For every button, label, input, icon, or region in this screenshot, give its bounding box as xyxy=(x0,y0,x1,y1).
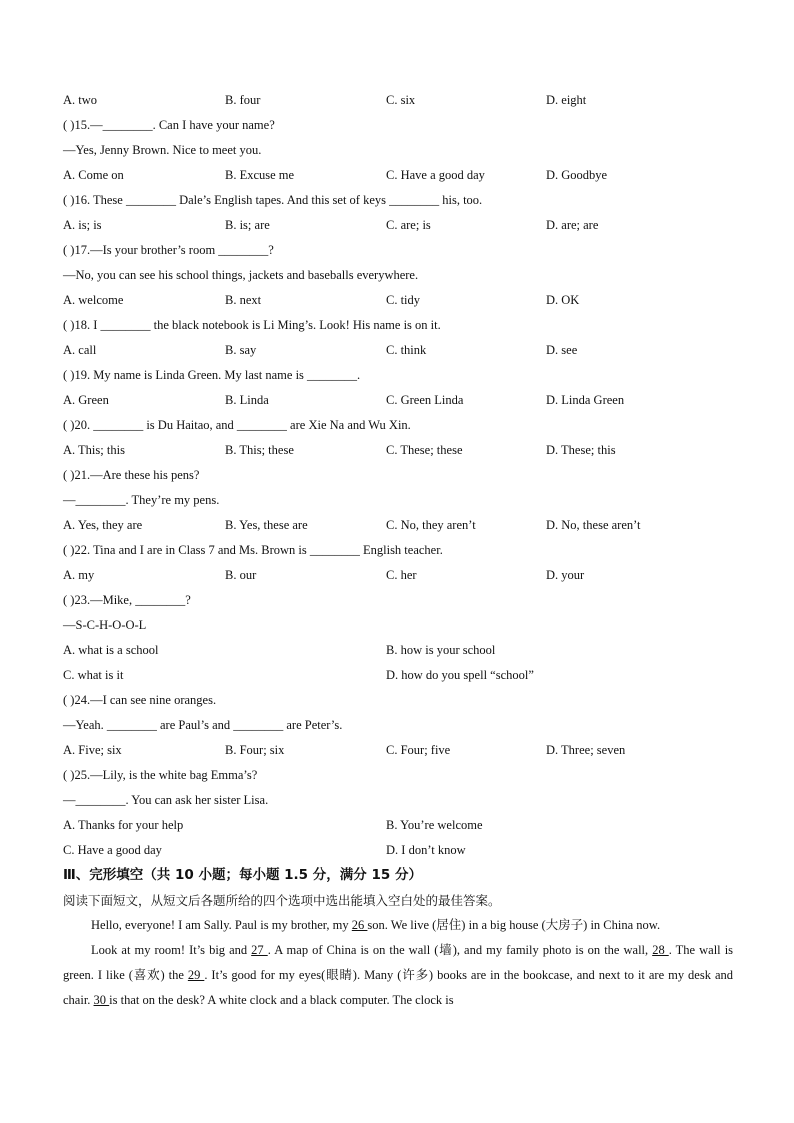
answer-option[interactable]: C. tidy xyxy=(386,293,421,307)
question-dialogue-line: —No, you can see his school things, jackets and baseballs everywhere. xyxy=(63,268,419,282)
question-item xyxy=(63,413,733,463)
question-item xyxy=(63,763,733,863)
question-stem: ( )15.—________. Can I have your name? xyxy=(63,118,275,132)
options-row xyxy=(63,563,733,588)
options-row xyxy=(63,163,733,188)
passage-text: . A map of China is on the wall (墙), and my family photo is on the wall, xyxy=(267,943,653,957)
answer-option[interactable]: B. Four; six xyxy=(225,743,285,757)
answer-option[interactable]: C. what is it xyxy=(63,668,124,682)
answer-option[interactable]: D. No, these aren’t xyxy=(546,518,641,532)
answer-option[interactable]: D. your xyxy=(546,568,585,582)
passage-text: Look at my room! It’s big and xyxy=(91,943,252,957)
options-row xyxy=(63,838,733,863)
options-row xyxy=(63,288,733,313)
answer-option[interactable]: D. eight xyxy=(546,93,587,107)
passage-text: . The wall is green. I like (喜欢) the xyxy=(63,943,734,982)
options-row xyxy=(63,338,733,363)
answer-option[interactable]: D. These; this xyxy=(546,443,616,457)
answer-option[interactable]: C. Green Linda xyxy=(386,393,464,407)
answer-option[interactable]: B. four xyxy=(225,93,261,107)
passage-paragraph-2 xyxy=(63,938,733,1013)
question-stem: ( )25.—Lily, is the white bag Emma’s? xyxy=(63,768,258,782)
answer-option[interactable]: C. These; these xyxy=(386,443,463,457)
options-row xyxy=(63,638,733,663)
options-row xyxy=(63,438,733,463)
passage-paragraph-1 xyxy=(63,913,733,938)
answer-option[interactable]: B. say xyxy=(225,343,257,357)
question-item xyxy=(63,238,733,313)
answer-option[interactable]: B. our xyxy=(225,568,257,582)
question-item xyxy=(63,363,733,413)
answer-option[interactable]: C. No, they aren’t xyxy=(386,518,476,532)
question-stem: ( )18. I ________ the black notebook is Li Ming’s. Look! His name is on it. xyxy=(63,318,441,332)
blank-27: 27 xyxy=(251,943,268,957)
blank-30: 30 xyxy=(93,993,110,1007)
answer-option[interactable]: A. welcome xyxy=(63,293,124,307)
options-row xyxy=(63,213,733,238)
answer-option[interactable]: C. think xyxy=(386,343,427,357)
answer-option[interactable]: A. my xyxy=(63,568,95,582)
answer-option[interactable]: D. are; are xyxy=(546,218,599,232)
question-dialogue-line: —S-C-H-O-O-L xyxy=(63,618,147,632)
answer-option[interactable]: B. You’re welcome xyxy=(386,818,483,832)
options-row xyxy=(63,813,733,838)
answer-option[interactable]: A. Green xyxy=(63,393,109,407)
question-list xyxy=(63,88,733,863)
question-item xyxy=(63,588,733,688)
answer-option[interactable]: B. Excuse me xyxy=(225,168,295,182)
answer-option[interactable]: C. Four; five xyxy=(386,743,451,757)
answer-option[interactable]: D. Three; seven xyxy=(546,743,626,757)
answer-option[interactable]: D. Goodbye xyxy=(546,168,608,182)
question-stem: ( )20. ________ is Du Haitao, and ________ are Xie Na and Wu Xin. xyxy=(63,418,411,432)
answer-option[interactable]: B. how is your school xyxy=(386,643,496,657)
options-row xyxy=(63,513,733,538)
answer-option[interactable]: D. Linda Green xyxy=(546,393,625,407)
question-item xyxy=(63,313,733,363)
passage-text: son. We live (居住) in a big house (大房子) in China now. xyxy=(367,918,661,932)
question-item xyxy=(63,113,733,188)
options-row xyxy=(63,88,733,113)
answer-option[interactable]: D. I don’t know xyxy=(386,843,466,857)
answer-option[interactable]: C. six xyxy=(386,93,416,107)
answer-option[interactable]: C. Have a good day xyxy=(63,843,162,857)
answer-option[interactable]: B. next xyxy=(225,293,262,307)
answer-option[interactable]: B. Linda xyxy=(225,393,269,407)
answer-option[interactable]: C. Have a good day xyxy=(386,168,485,182)
answer-option[interactable]: A. Thanks for your help xyxy=(63,818,184,832)
question-dialogue-line: —________. You can ask her sister Lisa. xyxy=(63,793,269,807)
question-stem: ( )22. Tina and I are in Class 7 and Ms. Brown is ________ English teacher. xyxy=(63,543,443,557)
answer-option[interactable]: D. see xyxy=(546,343,578,357)
section-title: Ⅲ、完形填空（共 10 小题；每小题 1.5 分，满分 15 分） xyxy=(63,867,422,883)
options-row xyxy=(63,663,733,688)
section-instruction: 阅读下面短文，从短文后各题所给的四个选项中选出能填入空白处的最佳答案。 xyxy=(63,893,501,908)
answer-option[interactable]: B. is; are xyxy=(225,218,270,232)
question-stem: ( )17.—Is your brother’s room ________? xyxy=(63,243,274,257)
answer-option[interactable]: A. call xyxy=(63,343,97,357)
question-dialogue-line: —Yeah. ________ are Paul’s and ________ are Peter’s. xyxy=(63,718,343,732)
blank-29: 29 xyxy=(187,968,205,982)
answer-option[interactable]: A. Yes, they are xyxy=(63,518,143,532)
answer-option[interactable]: D. how do you spell “school” xyxy=(386,668,534,682)
question-stem: ( )16. These ________ Dale’s English tapes. And this set of keys ________ his, too. xyxy=(63,193,483,207)
answer-option[interactable]: A. what is a school xyxy=(63,643,159,657)
passage-text: Hello, everyone! I am Sally. Paul is my brother, my xyxy=(91,918,352,932)
question-item xyxy=(63,688,733,763)
question-item xyxy=(63,88,733,113)
answer-option[interactable]: C. her xyxy=(386,568,417,582)
options-row xyxy=(63,388,733,413)
blank-26: 26 xyxy=(351,918,368,932)
blank-28: 28 xyxy=(652,943,669,957)
answer-option[interactable]: D. OK xyxy=(546,293,580,307)
question-item xyxy=(63,188,733,238)
question-item xyxy=(63,538,733,588)
question-item xyxy=(63,463,733,538)
answer-option[interactable]: A. is; is xyxy=(63,218,102,232)
exam-page xyxy=(63,88,733,1013)
answer-option[interactable]: A. Five; six xyxy=(63,743,122,757)
question-stem: ( )21.—Are these his pens? xyxy=(63,468,200,482)
question-dialogue-line: —Yes, Jenny Brown. Nice to meet you. xyxy=(63,143,262,157)
passage-text: . It’s good for my eyes(眼睛). Many (许多) books are in the bookcase, and next to it are my desk and chair. xyxy=(63,968,733,1007)
answer-option[interactable]: A. This; this xyxy=(63,443,125,457)
answer-option[interactable]: A. two xyxy=(63,93,98,107)
answer-option[interactable]: A. Come on xyxy=(63,168,124,182)
answer-option[interactable]: B. Yes, these are xyxy=(225,518,308,532)
question-stem: ( )24.—I can see nine oranges. xyxy=(63,693,217,707)
answer-option[interactable]: C. are; is xyxy=(386,218,431,232)
answer-option[interactable]: B. This; these xyxy=(225,443,294,457)
question-stem: ( )19. My name is Linda Green. My last name is ________. xyxy=(63,368,361,382)
options-row xyxy=(63,738,733,763)
question-dialogue-line: —________. They’re my pens. xyxy=(63,493,220,507)
passage-text: is that on the desk? A white clock and a black computer. The clock is xyxy=(109,993,454,1007)
question-stem: ( )23.—Mike, ________? xyxy=(63,593,191,607)
